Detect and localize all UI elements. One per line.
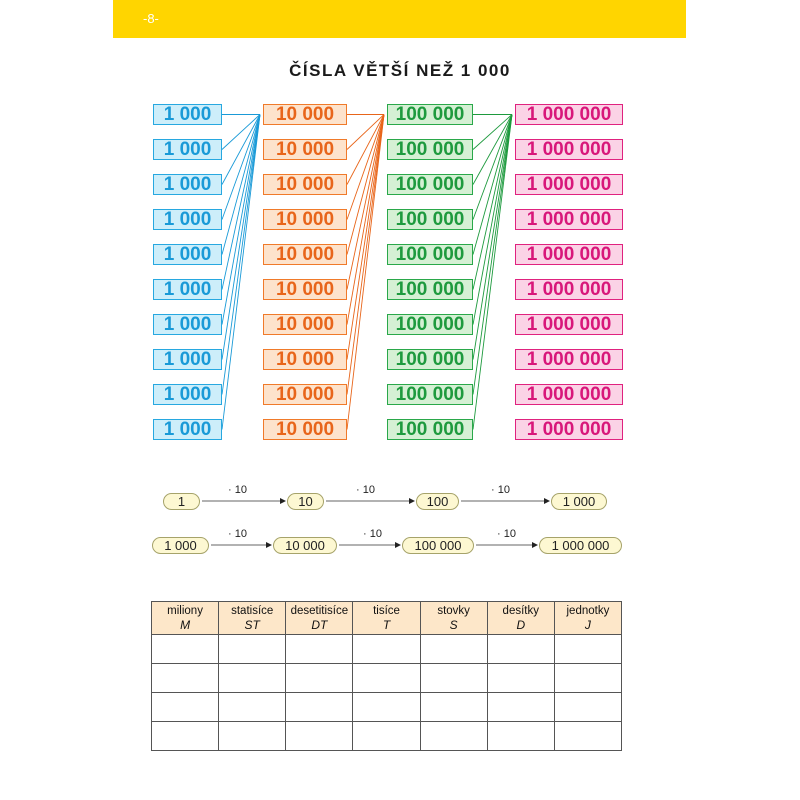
- connector-line: [222, 115, 260, 255]
- table-cell[interactable]: [487, 635, 554, 664]
- table-cell[interactable]: [353, 635, 420, 664]
- table-cell[interactable]: [219, 635, 286, 664]
- chain-2-value-1: 1 000: [152, 537, 209, 554]
- box-1000000: 1 000 000: [515, 314, 623, 335]
- arrow-head: [532, 542, 538, 548]
- table-cell[interactable]: [420, 693, 487, 722]
- connector-line: [222, 115, 260, 360]
- chain-2-multiplier-2: · 10: [363, 528, 382, 540]
- table-row: [152, 693, 622, 722]
- page-title: ČÍSLA VĚTŠÍ NEŽ 1 000: [289, 61, 511, 80]
- chain-1-multiplier-3: · 10: [491, 484, 510, 496]
- table-cell[interactable]: [554, 635, 621, 664]
- box-10000: 10 000: [263, 139, 347, 160]
- table-cell[interactable]: [219, 722, 286, 751]
- table-cell[interactable]: [286, 664, 353, 693]
- box-100000: 100 000: [387, 419, 473, 440]
- table-cell[interactable]: [219, 664, 286, 693]
- table-header-row: [152, 602, 622, 635]
- connector-line: [347, 115, 384, 395]
- box-100000: 100 000: [387, 139, 473, 160]
- box-10000: 10 000: [263, 349, 347, 370]
- connector-line: [222, 115, 260, 185]
- header-tens: desítky D: [487, 602, 554, 635]
- box-1000000: 1 000 000: [515, 419, 623, 440]
- box-1000: 1 000: [153, 174, 222, 195]
- box-1000: 1 000: [153, 244, 222, 265]
- box-100000: 100 000: [387, 244, 473, 265]
- table-cell[interactable]: [152, 722, 219, 751]
- box-10000: 10 000: [263, 174, 347, 195]
- connector-line: [347, 115, 384, 185]
- table-cell[interactable]: [152, 635, 219, 664]
- box-1000: 1 000: [153, 209, 222, 230]
- connector-line: [222, 115, 260, 290]
- chain-1-value-4: 1 000: [551, 493, 607, 510]
- table-cell[interactable]: [554, 722, 621, 751]
- connector-line: [473, 115, 512, 325]
- connector-line: [473, 115, 512, 290]
- table-cell[interactable]: [487, 693, 554, 722]
- chain-2-value-4: 1 000 000: [539, 537, 622, 554]
- box-1000: 1 000: [153, 419, 222, 440]
- box-1000000: 1 000 000: [515, 244, 623, 265]
- header-thousands: tisíce T: [353, 602, 420, 635]
- table-cell[interactable]: [286, 722, 353, 751]
- arrow-head: [395, 542, 401, 548]
- header-hundred-thousands: statisíce ST: [219, 602, 286, 635]
- box-1000: 1 000: [153, 104, 222, 125]
- chain-1-multiplier-2: · 10: [356, 484, 375, 496]
- connector-line: [347, 115, 384, 150]
- box-1000000: 1 000 000: [515, 349, 623, 370]
- table-cell[interactable]: [554, 693, 621, 722]
- box-100000: 100 000: [387, 104, 473, 125]
- table-cell[interactable]: [554, 664, 621, 693]
- header-ten-thousands: desetitisíce DT: [286, 602, 353, 635]
- connector-line: [222, 115, 260, 220]
- header-bar: [113, 0, 686, 38]
- table-cell[interactable]: [420, 635, 487, 664]
- box-10000: 10 000: [263, 209, 347, 230]
- box-1000000: 1 000 000: [515, 279, 623, 300]
- box-1000: 1 000: [153, 139, 222, 160]
- box-100000: 100 000: [387, 279, 473, 300]
- box-10000: 10 000: [263, 314, 347, 335]
- place-value-table: [151, 601, 622, 751]
- box-10000: 10 000: [263, 244, 347, 265]
- table-cell[interactable]: [152, 693, 219, 722]
- header-units: jednotky J: [554, 602, 621, 635]
- table-row: [152, 635, 622, 664]
- header-millions: miliony M: [152, 602, 219, 635]
- connector-line: [347, 115, 384, 325]
- chain-2-value-2: 10 000: [273, 537, 337, 554]
- arrow-head: [409, 498, 415, 504]
- box-100000: 100 000: [387, 384, 473, 405]
- arrow-head: [544, 498, 550, 504]
- chain-2-multiplier-3: · 10: [497, 528, 516, 540]
- arrow-head: [280, 498, 286, 504]
- connector-line: [473, 115, 512, 430]
- table-cell[interactable]: [353, 693, 420, 722]
- box-1000: 1 000: [153, 279, 222, 300]
- connector-line: [347, 115, 384, 360]
- chain-1-value-2: 10: [287, 493, 324, 510]
- box-1000000: 1 000 000: [515, 104, 623, 125]
- box-10000: 10 000: [263, 104, 347, 125]
- table-row: [152, 722, 622, 751]
- table-cell[interactable]: [420, 664, 487, 693]
- table-cell[interactable]: [420, 722, 487, 751]
- connector-line: [222, 115, 260, 395]
- connector-line: [222, 115, 260, 325]
- chain-2-multiplier-1: · 10: [228, 528, 247, 540]
- box-1000000: 1 000 000: [515, 174, 623, 195]
- connector-line: [473, 115, 512, 220]
- table-cell[interactable]: [286, 635, 353, 664]
- connector-line: [473, 115, 512, 255]
- box-1000000: 1 000 000: [515, 139, 623, 160]
- table-cell[interactable]: [286, 693, 353, 722]
- table-row: [152, 664, 622, 693]
- box-100000: 100 000: [387, 209, 473, 230]
- table-cell[interactable]: [487, 722, 554, 751]
- arrow-head: [266, 542, 272, 548]
- box-100000: 100 000: [387, 174, 473, 195]
- box-10000: 10 000: [263, 384, 347, 405]
- box-1000000: 1 000 000: [515, 209, 623, 230]
- table-cell[interactable]: [353, 722, 420, 751]
- connector-line: [473, 115, 512, 360]
- table-cell[interactable]: [152, 664, 219, 693]
- box-10000: 10 000: [263, 419, 347, 440]
- connector-line: [222, 115, 260, 150]
- table-cell[interactable]: [487, 664, 554, 693]
- connector-line: [473, 115, 512, 395]
- header-hundreds: stovky S: [420, 602, 487, 635]
- chain-2-value-3: 100 000: [402, 537, 474, 554]
- box-10000: 10 000: [263, 279, 347, 300]
- box-1000000: 1 000 000: [515, 384, 623, 405]
- box-1000: 1 000: [153, 349, 222, 370]
- chain-1-value-3: 100: [416, 493, 459, 510]
- box-1000: 1 000: [153, 314, 222, 335]
- page-number: -8-: [143, 11, 159, 26]
- connector-line: [347, 115, 384, 255]
- table-cell[interactable]: [353, 664, 420, 693]
- box-100000: 100 000: [387, 349, 473, 370]
- connector-line: [473, 115, 512, 150]
- chain-1-multiplier-1: · 10: [228, 484, 247, 496]
- box-1000: 1 000: [153, 384, 222, 405]
- connector-line: [347, 115, 384, 430]
- connector-line: [473, 115, 512, 185]
- box-100000: 100 000: [387, 314, 473, 335]
- table-cell[interactable]: [219, 693, 286, 722]
- connector-line: [347, 115, 384, 290]
- connector-line: [347, 115, 384, 220]
- chain-1-value-1: 1: [163, 493, 200, 510]
- connector-line: [222, 115, 260, 430]
